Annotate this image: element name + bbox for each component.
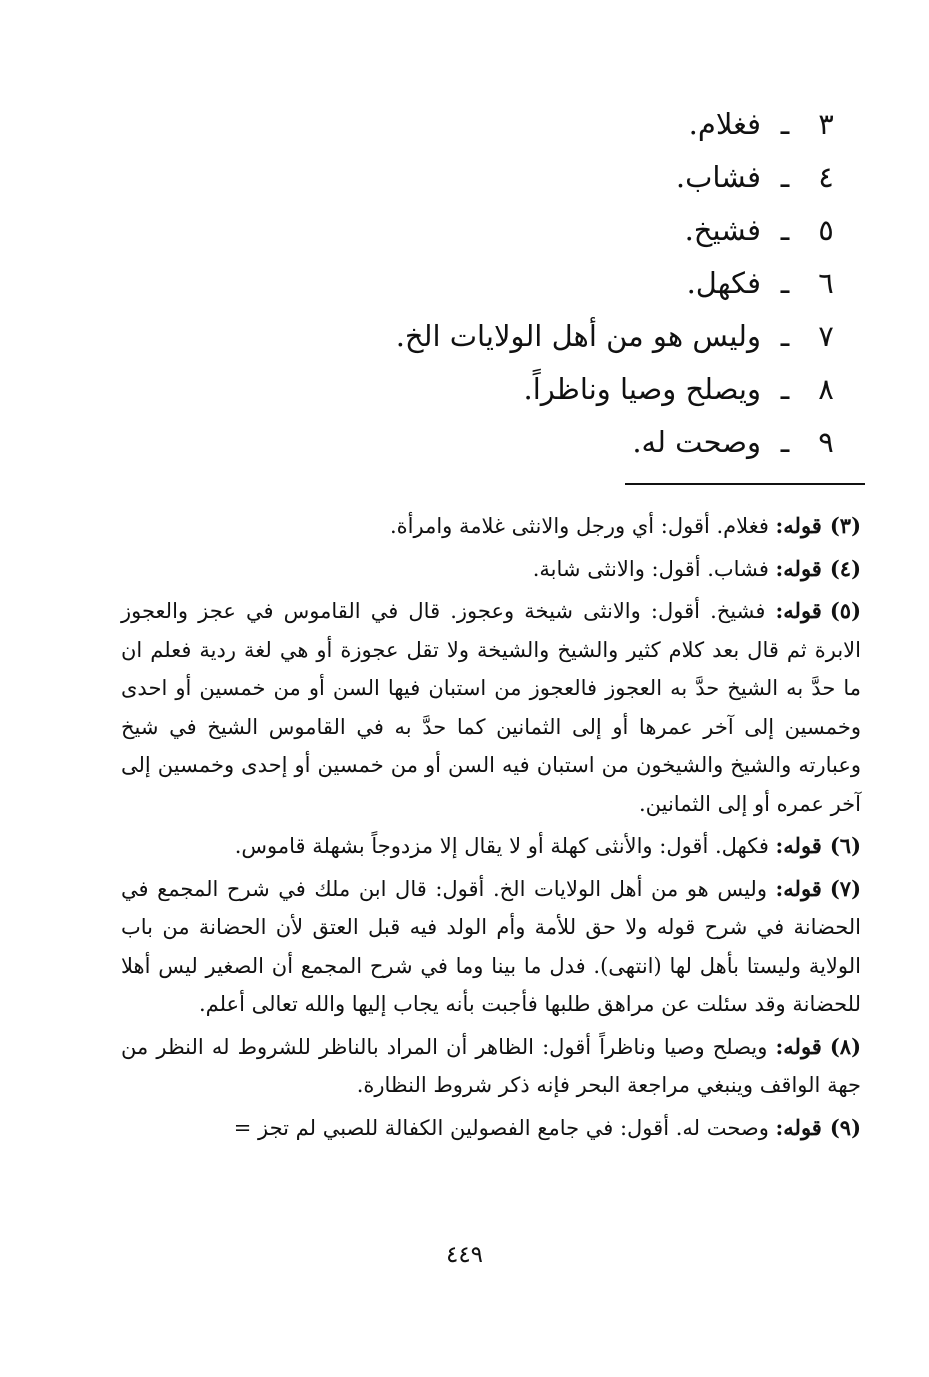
main-text-list (323, 98, 843, 469)
footnote (121, 1028, 861, 1105)
item-number: ٨ (818, 372, 834, 406)
footnote-key: قوله: (775, 1114, 822, 1140)
item-dash: ـ (780, 266, 790, 300)
footnote (121, 507, 861, 546)
item-number: ٦ (818, 266, 834, 300)
footnote-text: وصحت له. أقول: في جامع الفصولين الكفالة للصبي لم تجز = (233, 1115, 776, 1140)
item-dash: ـ (780, 213, 790, 247)
footnote-ref: (٩) (829, 1114, 861, 1140)
footnote-text: ويصلح وصيا وناظراً أقول: الظاهر أن المراد بالناظر للشروط له النظر من جهة الواقف وينبغي مراجعة البحر فإنه ذكر شروط النظارة. (121, 1034, 861, 1097)
footnote-ref: (٧) (829, 875, 861, 901)
main-item (323, 98, 843, 151)
main-item (323, 257, 843, 310)
footnote-ref: (٦) (829, 833, 861, 858)
main-item (323, 363, 843, 416)
item-dash: ـ (780, 372, 790, 406)
item-number: ٧ (818, 319, 834, 353)
main-item (323, 416, 843, 469)
item-text: فكهل. (686, 266, 761, 300)
item-text: وصحت له. (632, 425, 761, 459)
footnote-key: قوله: (775, 833, 822, 858)
footnote-ref: (٤) (829, 555, 861, 581)
main-item (323, 310, 843, 363)
footnote-key: قوله: (775, 598, 822, 623)
item-text: وليس هو من أهل الولايات الخ. (395, 319, 761, 353)
footnote-text: فكهل. أقول: والأنثى كهلة أو لا يقال إلا مزدوجاً بشهلة قاموس. (234, 834, 776, 858)
footnote-key: قوله: (775, 555, 822, 581)
main-item (323, 204, 843, 257)
item-number: ٥ (818, 213, 834, 247)
item-dash: ـ (780, 319, 790, 353)
main-item (323, 151, 843, 204)
footnote-text: فغلام. أقول: أي ورجل والانثى غلامة وامرأة. (389, 514, 776, 538)
footnote-key: قوله: (775, 875, 822, 901)
footnote-key: قوله: (775, 513, 822, 538)
footnote-divider (625, 483, 865, 485)
footnote-ref: (٣) (829, 513, 861, 538)
footnote-key: قوله: (775, 1033, 822, 1059)
footnote (121, 1109, 861, 1148)
footnote (121, 870, 861, 1024)
item-number: ٩ (818, 425, 834, 459)
item-number: ٤ (818, 160, 834, 194)
footnote (121, 827, 861, 866)
footnote-ref: (٥) (829, 598, 861, 623)
item-dash: ـ (780, 107, 790, 141)
footnote-text: فشاب. أقول: والانثى شابة. (532, 556, 776, 581)
footnote-text: فشيخ. أقول: والانثى شيخة وعجوز. قال في القاموس في عجز والعجوز الابرة ثم قال بعد كلام كثير والشيخ والشيخة ولا تقل عجوزة أو هي لغة ردية فعلم ان ما حدَّ به الشيخ حدَّ به العجوز فالعجوز من استبان فيها السن أو من خمسين أو احدى وخمسين إلى آخر عمرها أو إلى الثمانين كما حدَّ به في القاموس الشيخ في شيخ وعبارته والشيخ والشيخون من استبان فيه السن أو من خمسين أو إحدى وخمسين إلى آخر عمره أو إلى الثمانين. (121, 599, 861, 816)
footnote (121, 550, 861, 589)
item-dash: ـ (780, 425, 790, 459)
item-text: فشيخ. (684, 213, 761, 247)
item-text: ويصلح وصيا وناظراً. (523, 372, 761, 406)
footnotes (121, 507, 861, 1151)
item-number: ٣ (818, 107, 834, 141)
page-number: ٤٤٩ (445, 1242, 484, 1268)
item-text: فغلام. (688, 107, 761, 141)
item-text: فشاب. (675, 160, 761, 194)
footnote-ref: (٨) (829, 1033, 861, 1059)
footnote (121, 592, 861, 823)
item-dash: ـ (780, 160, 790, 194)
footnote-text: وليس هو من أهل الولايات الخ. أقول: قال ابن ملك في شرح المجمع في الحضانة في شرح قوله ولا حق للأمة وأم الولد فيه قبل العتق لأن الحضانة من باب الولاية وليستا بأهل لها (انتهى). فدل ما بينا وما في شرح المجمع أن الصغير ليس أهلا للحضانة وقد سئلت عن مراهق طلبها فأجبت بأنه يجاب إليها والله تعالى أعلم. (121, 876, 861, 1016)
